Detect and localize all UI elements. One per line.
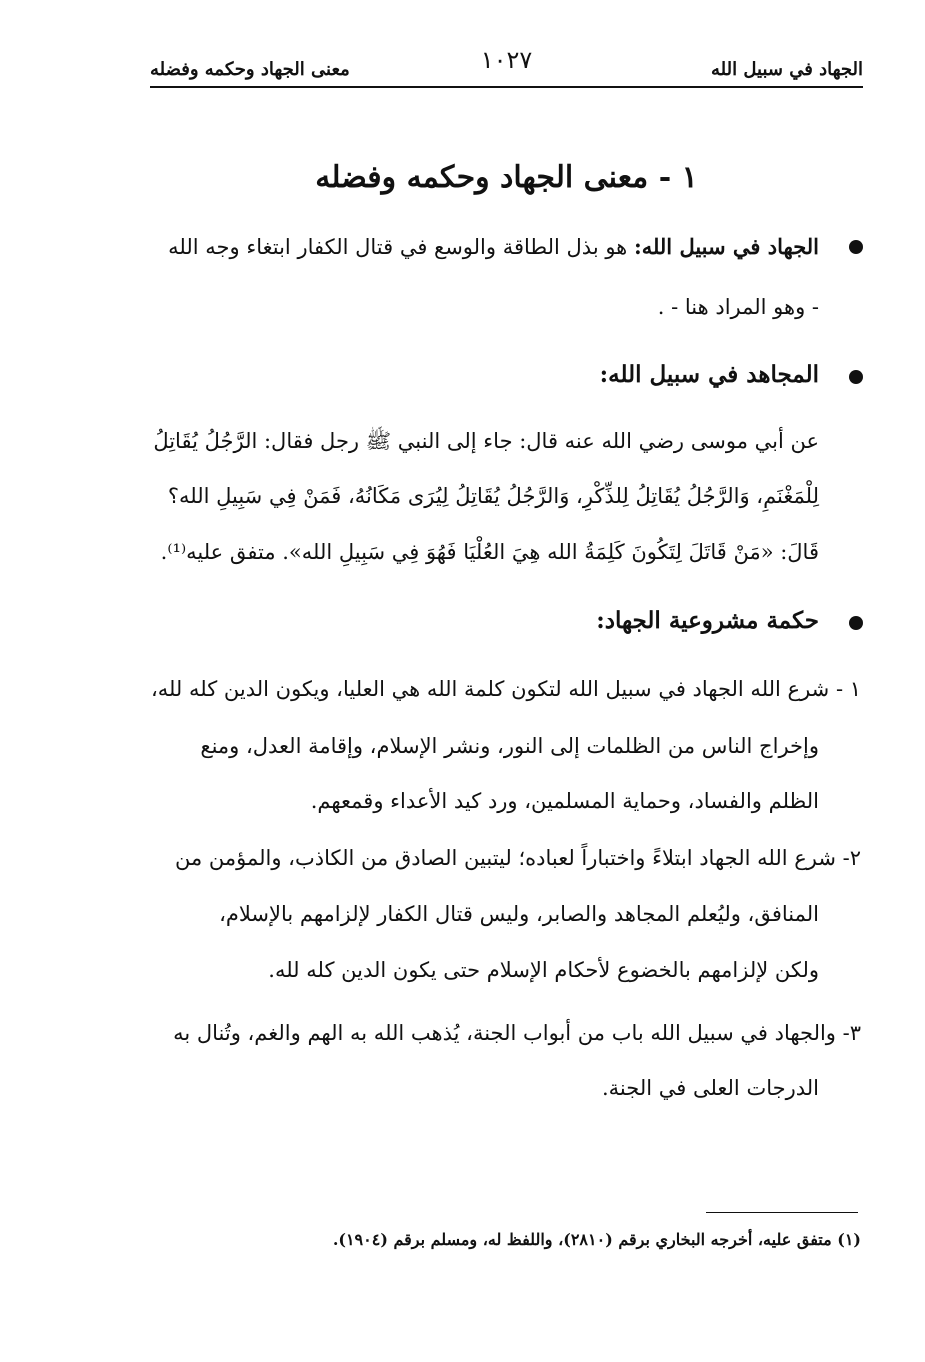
running-header <box>150 48 863 88</box>
point-2-line-3: ولكن لإلزامهم بالخضوع لأحكام الإسلام حتى يكون الدين كله لله. <box>268 958 819 982</box>
chapter-title: ١ - معنى الجهاد وحكمه وفضله <box>315 160 698 195</box>
wisdom-heading: حكمة مشروعية الجهاد: <box>596 607 819 634</box>
point-3-line-2: الدرجات العلى في الجنة. <box>602 1076 819 1100</box>
hadith-line-3: قَالَ: «مَنْ قَاتَلَ لِتَكُونَ كَلِمَةُ الله هِيَ العُلْيَا فَهُوَ فِي سَبِيلِ الله». متفق عليه⁽¹⁾. <box>160 540 819 564</box>
bullet-icon <box>849 616 863 630</box>
hadith-line-1: عن أبي موسى رضي الله عنه قال: جاء إلى النبي ﷺ رجل فقال: الرَّجُلُ يُقَاتِلُ <box>153 429 819 453</box>
header-book-title: الجهاد في سبيل الله <box>711 59 863 80</box>
bullet-icon <box>849 370 863 384</box>
hadith-line-2: لِلْمَغْنَمِ، وَالرَّجُلُ يُقَاتِلُ لِلذِّكْرِ، وَالرَّجُلُ يُقَاتِلُ لِيُرَى مَكَانُهُ، فَمَنْ فِي سَبِيلِ الله؟ <box>167 484 819 508</box>
point-3-line-1: ٣- والجهاد في سبيل الله باب من أبواب الجنة، يُذهب الله به الهم والغم، وتُنال به <box>173 1021 861 1045</box>
definition-line-1 <box>168 232 819 262</box>
definition-term: الجهاد في سبيل الله: <box>633 234 819 259</box>
mujahid-heading: المجاهد في سبيل الله: <box>599 361 819 388</box>
footnote-divider <box>706 1212 858 1213</box>
point-2-line-2: المنافق، وليُعلم المجاهد والصابر، وليس قتال الكفار لإلزامهم بالإسلام، <box>219 902 819 926</box>
footnote: (١) متفق عليه، أخرجه البخاري برقم (٢٨١٠)، واللفظ له، ومسلم برقم (١٩٠٤). <box>332 1230 861 1249</box>
point-1-line-3: الظلم والفساد، وحماية المسلمين، ورد كيد الأعداء وقمعهم. <box>310 789 819 813</box>
point-1-line-1: ١ - شرع الله الجهاد في سبيل الله لتكون كلمة الله هي العليا، ويكون الدين كله لله، <box>150 677 861 701</box>
point-1-line-2: وإخراج الناس من الظلمات إلى النور، ونشر الإسلام، وإقامة العدل، ومنع <box>200 734 819 758</box>
definition-text: هو بذل الطاقة والوسع في قتال الكفار ابتغاء وجه الله <box>168 235 634 259</box>
page-number: ١٠٢٧ <box>480 46 533 74</box>
point-2-line-1: ٢- شرع الله الجهاد ابتلاءً واختباراً لعباده؛ ليتبين الصادق من الكاذب، والمؤمن من <box>175 846 861 870</box>
header-section-title: معنى الجهاد وحكمه وفضله <box>150 59 350 80</box>
bullet-icon <box>849 240 863 254</box>
definition-line-2: - وهو المراد هنا - . <box>657 295 819 319</box>
